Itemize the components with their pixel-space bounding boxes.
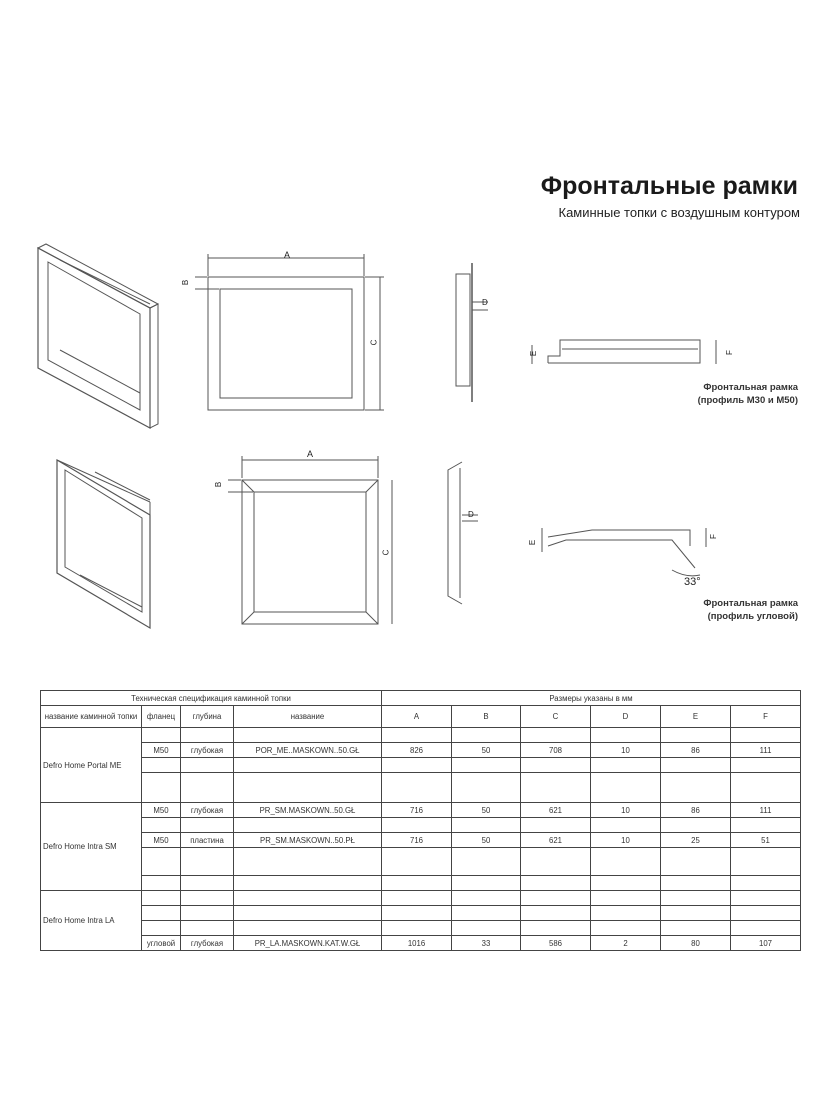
empty-cell (731, 773, 801, 803)
table-row (41, 833, 801, 848)
empty-cell (142, 906, 181, 921)
model-name: Defro Home Portal ME (41, 728, 142, 803)
empty-cell (382, 891, 452, 906)
empty-cell (234, 728, 382, 743)
profile-m (532, 340, 716, 364)
empty-cell (234, 906, 382, 921)
table-cell: глубокая (181, 743, 234, 758)
table-cell: 50 (452, 803, 521, 818)
empty-cell (661, 818, 731, 833)
table-cell: PR_SM.MASKOWN..50.GŁ (234, 803, 382, 818)
empty-cell (142, 773, 181, 803)
table-row (41, 758, 801, 773)
table-cell: 25 (661, 833, 731, 848)
dim-label-f-1: F (724, 350, 734, 355)
table-row (41, 848, 801, 876)
empty-cell (452, 891, 521, 906)
dim-label-a-1: A (284, 250, 291, 260)
empty-cell (521, 891, 591, 906)
empty-cell (452, 818, 521, 833)
empty-cell (452, 758, 521, 773)
empty-cell (521, 848, 591, 876)
empty-cell (521, 921, 591, 936)
table-row (41, 906, 801, 921)
empty-cell (142, 758, 181, 773)
empty-cell (142, 818, 181, 833)
empty-cell (452, 876, 521, 891)
frame-side-2 (448, 462, 478, 604)
table-row (41, 891, 801, 906)
dim-label-d-2: D (468, 510, 474, 519)
table-cell: 111 (731, 803, 801, 818)
model-name: Defro Home Intra LA (41, 891, 142, 951)
page-title: Фронтальные рамки (540, 172, 798, 200)
table-cell: 2 (591, 936, 661, 951)
empty-cell (661, 758, 731, 773)
dim-label-b-1: B (181, 279, 191, 286)
empty-cell (181, 818, 234, 833)
frame-front-2 (228, 456, 392, 624)
table-cell: 80 (661, 936, 731, 951)
empty-cell (661, 906, 731, 921)
empty-cell (382, 876, 452, 891)
empty-cell (661, 728, 731, 743)
empty-cell (591, 921, 661, 936)
empty-cell (521, 818, 591, 833)
dim-label-f-2: F (708, 534, 718, 539)
empty-cell (142, 728, 181, 743)
empty-cell (142, 848, 181, 876)
table-header-row (41, 706, 801, 728)
table-cell: POR_ME..MASKOWN..50.GŁ (234, 743, 382, 758)
caption-profile-angle-line1: Фронтальная рамка (703, 598, 798, 609)
empty-cell (234, 818, 382, 833)
frame-perspective-1 (38, 244, 158, 428)
empty-cell (452, 728, 521, 743)
empty-cell (142, 921, 181, 936)
empty-cell (731, 848, 801, 876)
col-header-b: B (452, 706, 521, 728)
table-row (41, 803, 801, 818)
empty-cell (382, 848, 452, 876)
angle-label: 33° (684, 576, 701, 588)
dim-label-a-2: A (307, 449, 314, 459)
empty-cell (181, 876, 234, 891)
table-cell: 10 (591, 803, 661, 818)
table-cell: 621 (521, 803, 591, 818)
table-cell: глубокая (181, 803, 234, 818)
table-cell: 111 (731, 743, 801, 758)
table-cell: M50 (142, 743, 181, 758)
empty-cell (181, 906, 234, 921)
empty-cell (181, 891, 234, 906)
frame-side-1 (456, 263, 488, 402)
empty-cell (181, 728, 234, 743)
table-cell: M50 (142, 803, 181, 818)
empty-cell (142, 876, 181, 891)
empty-cell (452, 773, 521, 803)
table-row (41, 728, 801, 743)
dim-label-c-1: C (369, 339, 379, 346)
empty-cell (234, 773, 382, 803)
dim-label-e-2: E (528, 539, 538, 546)
empty-cell (521, 758, 591, 773)
table-row (41, 936, 801, 951)
table-group-right: Размеры указаны в мм (382, 691, 801, 706)
dim-label-b-2: B (214, 481, 224, 488)
table-cell: 10 (591, 743, 661, 758)
caption-profile-m (698, 381, 798, 407)
empty-cell (382, 728, 452, 743)
table-cell: 50 (452, 743, 521, 758)
table-row (41, 921, 801, 936)
dim-label-c-2: C (381, 549, 391, 556)
col-header-depth: глубина (181, 706, 234, 728)
empty-cell (731, 728, 801, 743)
empty-cell (731, 818, 801, 833)
table-cell: 708 (521, 743, 591, 758)
caption-profile-angle (703, 597, 798, 623)
table-cell: 1016 (382, 936, 452, 951)
col-header-c: C (521, 706, 591, 728)
empty-cell (661, 848, 731, 876)
empty-cell (661, 921, 731, 936)
empty-cell (234, 891, 382, 906)
empty-cell (591, 818, 661, 833)
empty-cell (452, 848, 521, 876)
table-cell: 51 (731, 833, 801, 848)
table-cell: 621 (521, 833, 591, 848)
col-header-d: D (591, 706, 661, 728)
empty-cell (591, 773, 661, 803)
empty-cell (591, 728, 661, 743)
table-cell: 10 (591, 833, 661, 848)
table-group-left: Техническая спецификация каминной топки (41, 691, 382, 706)
page-subtitle: Каминные топки с воздушным контуром (558, 205, 800, 220)
dim-label-e-1: E (529, 350, 539, 357)
col-header-e: E (661, 706, 731, 728)
empty-cell (591, 891, 661, 906)
table-cell: M50 (142, 833, 181, 848)
empty-cell (234, 921, 382, 936)
empty-cell (591, 906, 661, 921)
table-cell: 826 (382, 743, 452, 758)
caption-profile-m-line1: Фронтальная рамка (703, 382, 798, 393)
empty-cell (181, 758, 234, 773)
empty-cell (591, 876, 661, 891)
table-cell: PR_SM.MASKOWN..50.PŁ (234, 833, 382, 848)
caption-profile-angle-line2: (профиль угловой) (707, 611, 798, 622)
empty-cell (382, 818, 452, 833)
table-cell: 586 (521, 936, 591, 951)
table-row (41, 773, 801, 803)
model-name: Defro Home Intra SM (41, 803, 142, 891)
empty-cell (452, 906, 521, 921)
table-cell: 33 (452, 936, 521, 951)
empty-cell (731, 921, 801, 936)
empty-cell (234, 876, 382, 891)
empty-cell (591, 758, 661, 773)
empty-cell (234, 758, 382, 773)
table-cell: 86 (661, 743, 731, 758)
empty-cell (382, 758, 452, 773)
empty-cell (382, 906, 452, 921)
empty-cell (591, 848, 661, 876)
table-row (41, 876, 801, 891)
frame-front-1 (195, 254, 384, 410)
col-header-flange: фланец (142, 706, 181, 728)
profile-angle (542, 528, 706, 576)
table-cell: 716 (382, 833, 452, 848)
table-cell: 107 (731, 936, 801, 951)
empty-cell (382, 921, 452, 936)
empty-cell (731, 758, 801, 773)
empty-cell (234, 848, 382, 876)
table-group-header-row (41, 691, 801, 706)
col-header-model: название каминной топки (41, 706, 142, 728)
empty-cell (731, 876, 801, 891)
table-cell: 86 (661, 803, 731, 818)
table-row (41, 743, 801, 758)
table-cell: 716 (382, 803, 452, 818)
table-cell: 50 (452, 833, 521, 848)
empty-cell (661, 773, 731, 803)
empty-cell (181, 773, 234, 803)
spec-table (40, 690, 801, 951)
empty-cell (731, 891, 801, 906)
col-header-a: A (382, 706, 452, 728)
empty-cell (661, 876, 731, 891)
empty-cell (181, 848, 234, 876)
empty-cell (382, 773, 452, 803)
table-cell: PR_LA.MASKOWN.KAT.W.GŁ (234, 936, 382, 951)
empty-cell (181, 921, 234, 936)
caption-profile-m-line2: (профиль М30 и М50) (697, 395, 798, 406)
empty-cell (521, 773, 591, 803)
table-cell: глубокая (181, 936, 234, 951)
table-row (41, 818, 801, 833)
empty-cell (731, 906, 801, 921)
col-header-f: F (731, 706, 801, 728)
empty-cell (661, 891, 731, 906)
table-cell: пластина (181, 833, 234, 848)
col-header-name: название (234, 706, 382, 728)
empty-cell (521, 876, 591, 891)
dim-label-d-1: D (482, 298, 488, 307)
empty-cell (452, 921, 521, 936)
frame-perspective-2 (57, 460, 150, 628)
empty-cell (521, 728, 591, 743)
empty-cell (521, 906, 591, 921)
empty-cell (142, 891, 181, 906)
table-cell: угловой (142, 936, 181, 951)
